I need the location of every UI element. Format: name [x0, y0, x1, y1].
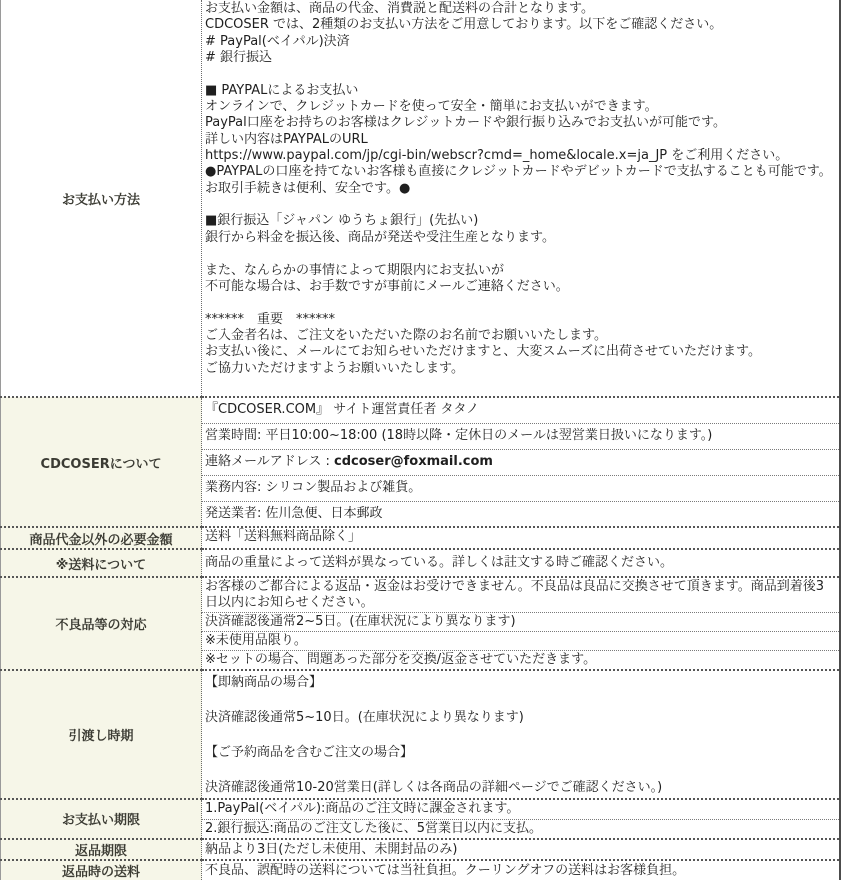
text-line: ●PAYPALの口座を持てないお客様も直接にクレジットカードやデビットカードで支払することも可能です。 [205, 164, 832, 180]
text-line: お支払い金額は、商品の代金、消費説と配送料の合計となります。 [205, 1, 594, 16]
text-line: ■銀行振込「ジャパン ゆうちょ銀行」(先払い) [205, 213, 479, 229]
text-line: ご入金者名は、ご注文をいただいた際のお名前でお願いいたします。 [205, 327, 607, 343]
text-line: 決済確認後通常5~10日。(在庫状況により異なります) [205, 710, 524, 725]
text-line: 決済確認後通常10-20営業日(詳しくは各商品の詳細ページでご確認ください。) [205, 780, 663, 795]
blank-line [205, 727, 835, 745]
text-line: 【ご予約商品を含むご注文の場合】 [205, 745, 414, 760]
text-line: CDCOSER では、2種類のお支払い方法をご用意しております。以下をご確認ください。 [205, 17, 723, 33]
payment-deadline-bank: 2.銀行振込:商品のご注文した後に、5営業日以内に支払。 [202, 820, 841, 840]
row-label-return-shipping: 返品時の送料 [1, 860, 202, 880]
return-deadline-content: 納品より3日(ただし未使用、未開封品のみ) [202, 839, 841, 860]
about-business-hours: 営業時間: 平日10:00~18:00 (18時以降・定休日のメールは翌営業日扱いになります。) [202, 423, 841, 449]
about-contact [202, 449, 841, 475]
text-line: # PayPal(ベイパル)決済 [205, 33, 350, 49]
contact-email: cdcoser@foxmail.com [334, 454, 493, 469]
row-label-about: CDCOSERについて [1, 397, 202, 527]
row-label-return-deadline: 返品期限 [1, 839, 202, 860]
text-line: 詳しい内容はPAYPALのURL [205, 131, 368, 147]
blank-line [205, 295, 835, 311]
defects-policy: お客様のご都合による返品・返金はお受けできません。不良品は良品に交換させて頂きます。商品到着後3日以内にお知らせください。 [202, 577, 841, 613]
text-line: お取引手続きは便利、安全です。● [205, 180, 411, 196]
text-line: PayPal口座をお持ちのお客様はクレジットカードや銀行振り込みでお支払いが可能です。 [205, 115, 726, 131]
text-line: 不可能な場合は、お手数ですが事前にメールご連絡ください。 [205, 278, 569, 294]
delivery-time-content [202, 670, 841, 799]
blank-line [205, 66, 835, 82]
extra-fees-content: 送料「送料無料商品除く」 [202, 527, 841, 549]
about-shippers: 発送業者: 佐川急便、日本郵政 [202, 501, 841, 527]
text-line: ■ PAYPALによるお支払い [205, 82, 359, 98]
return-shipping-content: 不良品、誤配時の送料については当社負担。クーリングオフの送料はお客様負担。 [202, 860, 841, 880]
payment-method-content [202, 0, 841, 397]
text-line: 銀行から料金を振込後、商品が発送や受注生産となります。 [205, 229, 555, 245]
blank-line [205, 246, 835, 262]
text-line: お支払い後に、メールにてお知らせいただけますと、大変スムーズに出荷させていただけます。 [205, 344, 762, 360]
row-label-delivery-time: 引渡し時期 [1, 670, 202, 799]
text-line: # 銀行振込 [205, 50, 273, 66]
defects-set-policy: ※セットの場合、問題あった部分を交換/返金させていただきます。 [202, 651, 841, 671]
text-line: オンラインで、クレジットカードを使って安全・簡単にお支払いができます。 [205, 99, 658, 115]
defects-exchange-period: 決済確認後通常2~5日。(在庫状況により異なります) [202, 613, 841, 632]
row-label-defects: 不良品等の対応 [1, 577, 202, 670]
shipping-note-content: 商品の重量によって送料が異なっている。詳しくは註文する時ご確認ください。 [202, 549, 841, 577]
about-business-content: 業務内容: シリコン製品および雑貨。 [202, 475, 841, 501]
defects-unused-only: ※未使用品限り。 [202, 632, 841, 651]
row-label-extra-fees: 商品代金以外の必要金額 [1, 527, 202, 549]
important-marker-line: ****** 重要 ****** [205, 311, 336, 327]
blank-line [205, 692, 835, 710]
text-line: また、なんらかの事情によって期限内にお支払いが [205, 262, 505, 278]
paypal-url-line: https://www.paypal.com/jp/cgi-bin/webscr?cmd=_home&locale.x=ja_JP をご利用ください。 [205, 148, 789, 164]
payment-deadline-paypal: 1.PayPal(ベイパル):商品のご注文時に課金されます。 [202, 799, 841, 820]
about-site-operator: 『CDCOSER.COM』 サイト運営責任者 タタノ [202, 397, 841, 423]
blank-line [205, 762, 835, 780]
contact-label: 連絡メールアドレス : [205, 454, 334, 469]
row-label-shipping-note: ※送料について [1, 549, 202, 577]
row-label-payment-method: お支払い方法 [1, 0, 202, 397]
text-line: 【即納商品の場合】 [205, 675, 323, 690]
text-line: ご協力いただけますようお願いいたします。 [205, 360, 464, 376]
blank-line [205, 197, 835, 213]
row-label-payment-deadline: お支払い期限 [1, 799, 202, 840]
